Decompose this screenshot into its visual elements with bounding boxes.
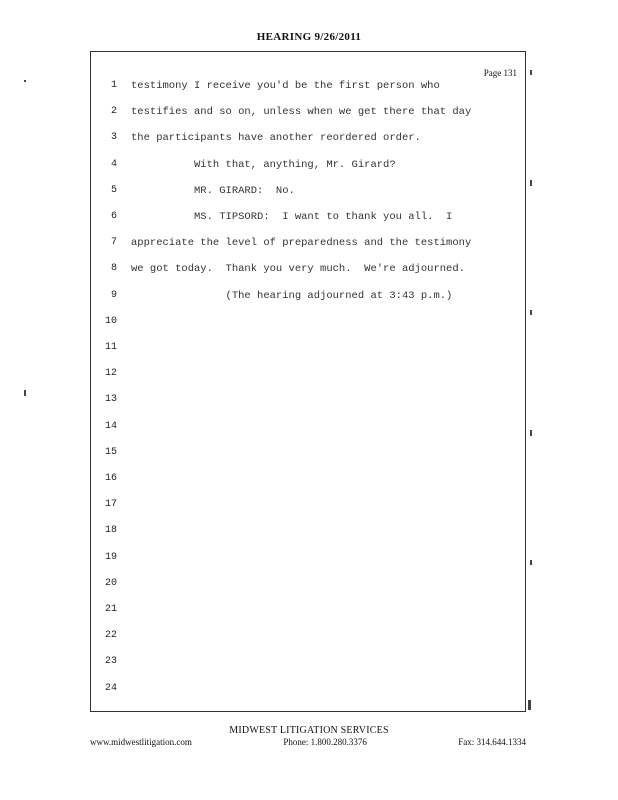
line-number: 11 [104, 342, 117, 353]
transcript-line [91, 683, 525, 709]
transcript-line [91, 132, 525, 158]
line-number: 23 [104, 656, 117, 668]
line-text: testifies and so on, unless when we get there that day [131, 106, 472, 119]
line-text: the participants have another reordered order. [131, 132, 421, 145]
line-number: 7 [110, 237, 117, 249]
transcript-line [91, 159, 525, 185]
transcript-line [91, 578, 525, 604]
line-number: 21 [104, 604, 117, 615]
line-number: 2 [110, 106, 117, 118]
header-title: HEARING 9/26/2011 [256, 31, 362, 43]
scan-speck [530, 310, 532, 315]
transcript-line [91, 290, 525, 316]
line-number: 19 [104, 551, 117, 563]
line-number: 5 [110, 184, 117, 196]
transcript-line [91, 447, 525, 473]
transcript-page [90, 51, 526, 712]
line-text: we got today. Thank you very much. We're adjourned. [131, 263, 465, 276]
transcript-line [91, 473, 525, 499]
line-number: 13 [104, 394, 117, 406]
transcript-line [91, 630, 525, 656]
line-text: MR. GIRARD: No. [131, 184, 295, 197]
scan-speck [24, 390, 26, 396]
line-text: With that, anything, Mr. Girard? [131, 158, 396, 171]
line-number: 17 [104, 499, 117, 511]
scan-speck [530, 560, 532, 565]
transcript-line [91, 211, 525, 237]
footer-website[interactable]: www.midwestlitigation.com [90, 737, 192, 747]
line-number: 12 [104, 368, 117, 380]
line-number: 16 [104, 473, 117, 484]
transcript-line [91, 80, 525, 106]
line-text: (The hearing adjourned at 3:43 p.m.) [131, 289, 453, 302]
line-text: appreciate the level of preparedness and the testimony [131, 237, 472, 250]
scan-speck [528, 700, 531, 710]
scan-speck [530, 70, 532, 75]
line-number: 14 [104, 420, 117, 432]
line-text: MS. TIPSORD: I want to thank you all. I [131, 211, 453, 223]
transcript-line [91, 342, 525, 368]
transcript-line [91, 263, 525, 289]
transcript-line [91, 237, 525, 263]
transcript-line [91, 499, 525, 525]
footer-fax: Fax: 314.644.1334 [458, 737, 526, 747]
line-text: testimony I receive you'd be the first person who [131, 80, 440, 92]
transcript-line [91, 421, 525, 447]
transcript-line [91, 106, 525, 132]
scan-speck [24, 80, 26, 82]
line-number: 3 [110, 132, 117, 144]
transcript-line [91, 552, 525, 578]
line-number: 15 [104, 446, 117, 458]
line-number: 10 [104, 315, 117, 327]
line-number: 24 [104, 682, 117, 694]
transcript-line [91, 185, 525, 211]
transcript-line [91, 316, 525, 342]
transcript-line [91, 525, 525, 551]
page-number: Page 131 [483, 68, 517, 78]
line-number: 9 [110, 289, 117, 301]
line-number: 20 [104, 577, 117, 589]
transcript-line [91, 368, 525, 394]
line-number: 1 [110, 80, 117, 91]
scan-speck [530, 430, 532, 436]
footer-company-name: MIDWEST LITIGATION SERVICES [229, 725, 389, 736]
line-number: 22 [104, 630, 117, 642]
line-number: 4 [110, 158, 117, 170]
line-number: 6 [110, 211, 117, 222]
footer-phone: Phone: 1.800.280.3376 [283, 737, 367, 747]
transcript-line [91, 604, 525, 630]
line-number: 8 [110, 263, 117, 275]
footer-contact-row [90, 737, 526, 747]
transcript-line [91, 656, 525, 682]
line-number: 18 [104, 525, 117, 537]
scan-speck [530, 180, 532, 186]
transcript-line [91, 394, 525, 420]
